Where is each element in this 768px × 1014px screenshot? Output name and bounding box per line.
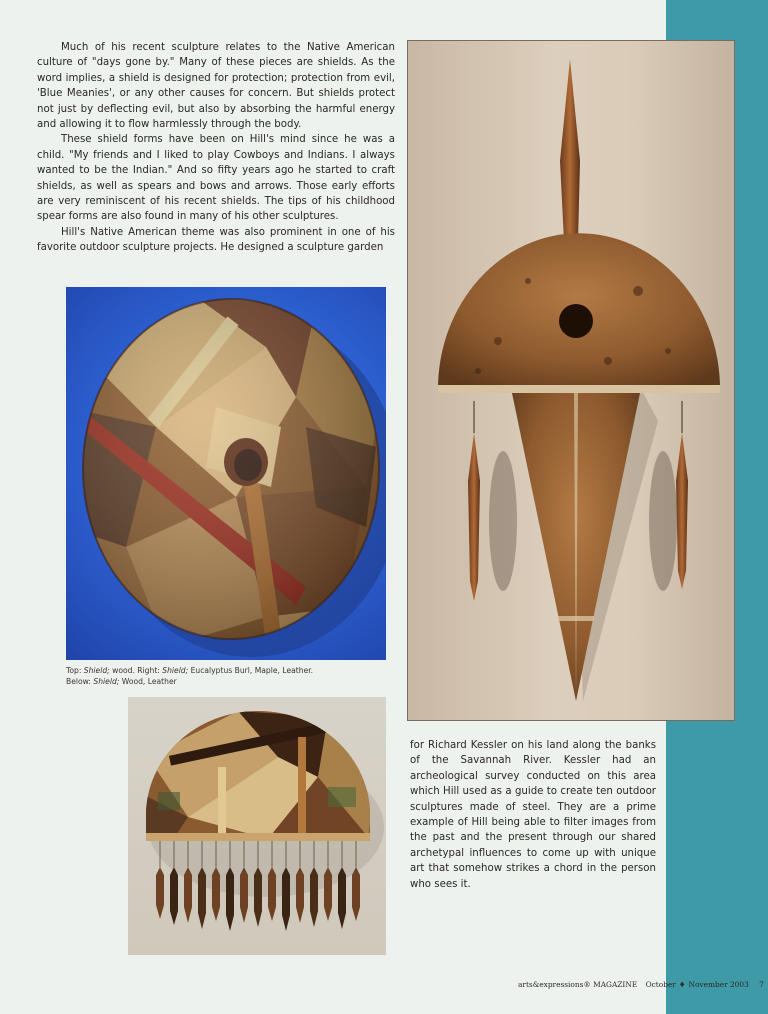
caption-right-title: Shield; — [162, 666, 189, 675]
article-column-top — [37, 40, 395, 256]
caption-right-label: Right: — [137, 666, 160, 675]
photo-caption — [66, 665, 384, 687]
footer-year: 2003 — [729, 980, 749, 989]
footer-month-start: October — [645, 980, 676, 989]
footer-magazine-name: arts&expressions® MAGAZINE — [518, 980, 638, 989]
burl-shield-illustration — [408, 41, 734, 720]
caption-top-title: Shield; — [83, 666, 110, 675]
page-footer — [518, 980, 764, 989]
caption-below-label: Below: — [66, 677, 91, 686]
article-paragraph-3: Hill's Native American theme was also prominent in one of his favorite outdoor sculpture projects. He designed a sculpture garden — [37, 226, 395, 254]
article-paragraph-2: These shield forms have been on Hill's mind since he was a child. "My friends and I liked to play Cowboys and Indians. I always wanted to be the Indian." And so fifty years ago he started to craft shields, as well as spears and bows and arrows. Those early efforts are very reminiscent of his recent shields. The tips of his childhood spear forms are also found in many of his other sculptures. — [37, 134, 395, 223]
caption-top-material: wood. — [112, 666, 135, 675]
burl-shield-photo — [407, 40, 735, 721]
caption-below-title: Shield; — [93, 677, 120, 686]
caption-top-label: Top: — [66, 666, 82, 675]
footer-diamond-separator: ♦ — [678, 980, 686, 989]
footer-month-end: November — [688, 980, 728, 989]
article-column-bottom — [410, 738, 656, 892]
round-shield-photo — [66, 287, 386, 660]
article-paragraph-4: for Richard Kessler on his land along the banks of the Savannah River. Kessler had an archeological survey conducted on this area which Hill used as a guide to create ten outdoor sculptures made of steel. They are a prime example of Hill being able to filter images from the past and the present through our shared archetypal influences to come up with unique art that somehow strikes a chord in the person who sees it. — [410, 740, 656, 890]
caption-right-material: Eucalyptus Burl, Maple, Leather. — [190, 666, 314, 675]
round-shield-illustration — [66, 287, 386, 660]
footer-page-number: 7 — [759, 980, 764, 989]
arc-shield-photo — [128, 697, 386, 955]
caption-below-material: Wood, Leather — [121, 677, 177, 686]
article-paragraph-1: Much of his recent sculpture relates to the Native American culture of "days gone by." Many of these pieces are shields. As the word implies, a shield is designed for protection; protection from evil, 'Blue Meanies', or any other causes for concern. But shields protect not just by deflecting evil, but also by absorbing the harmful energy and allowing it to flow harmlessly through the body. — [37, 42, 395, 131]
arc-shield-illustration — [128, 697, 386, 955]
